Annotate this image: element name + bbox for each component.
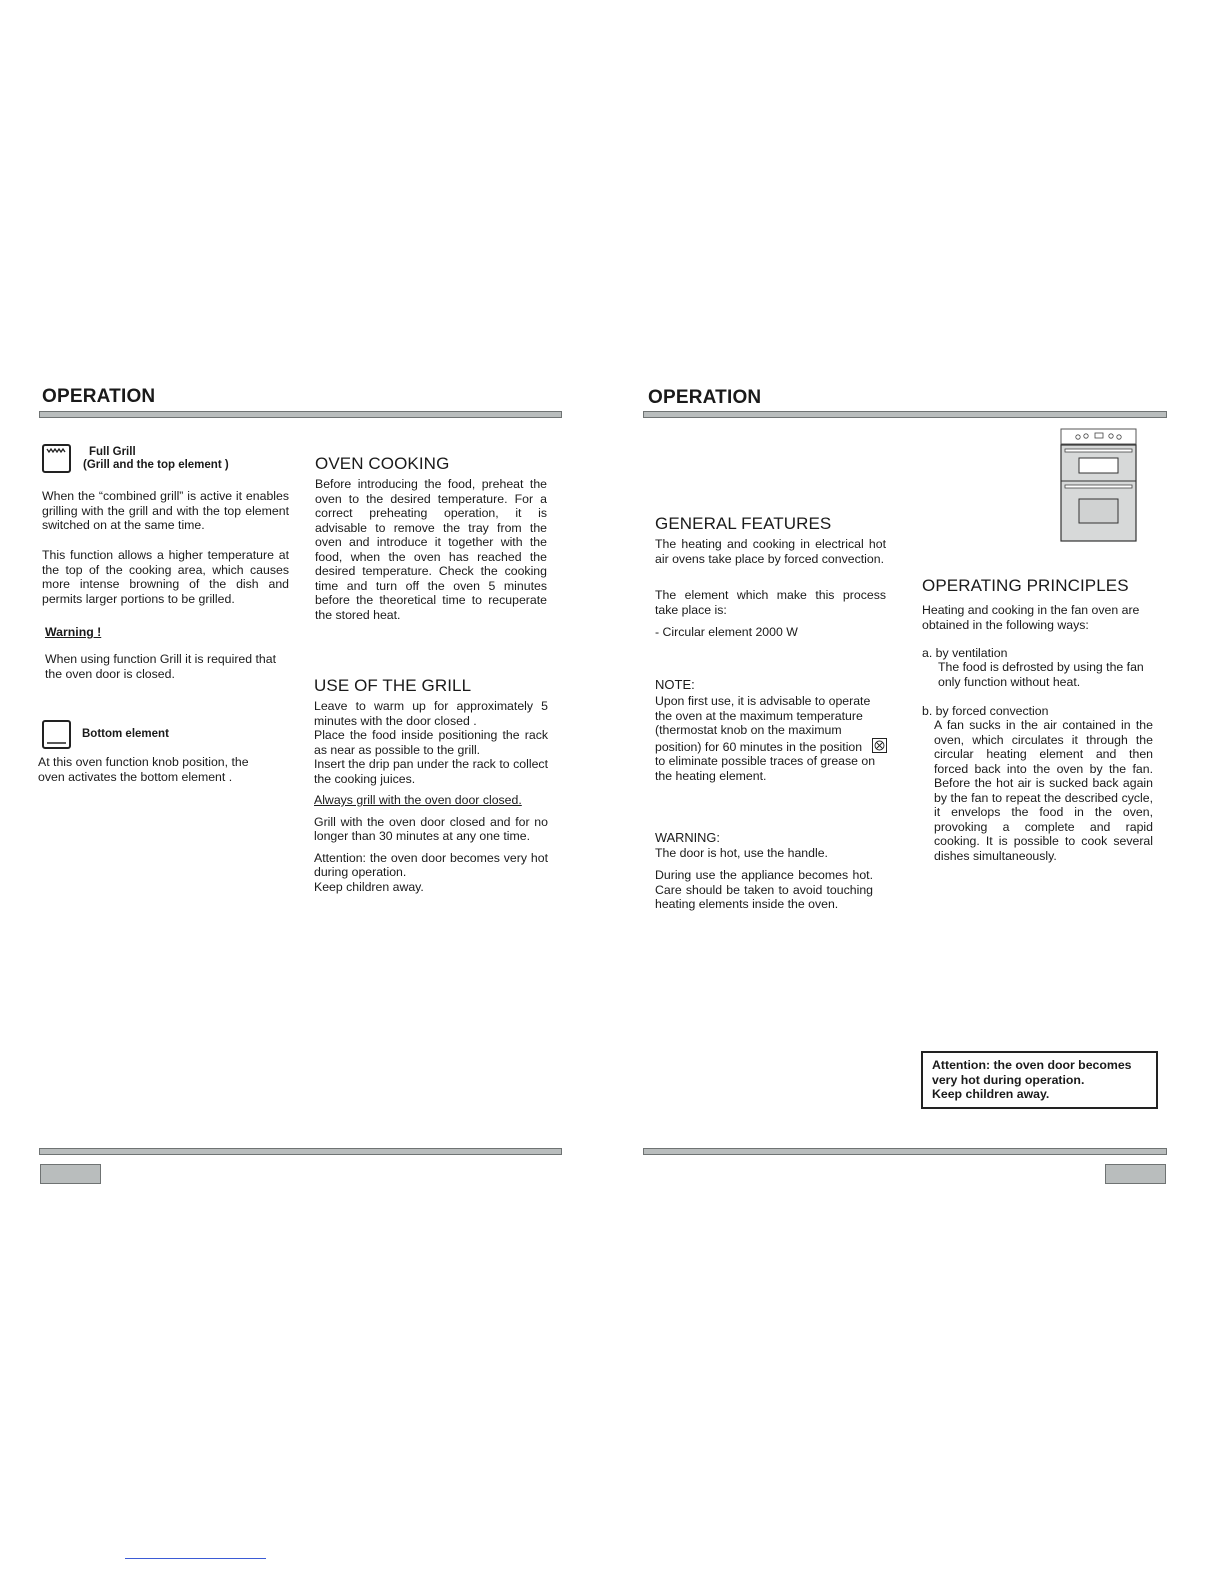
bottom-link-line <box>125 1558 266 1559</box>
grill-step-drip-pan: Insert the drip pan under the rack to collect the cooking juices. <box>314 757 548 786</box>
ventilation-label: a. by ventilation <box>922 646 1008 660</box>
full-grill-subtitle: (Grill and the top element ) <box>83 459 229 471</box>
grill-attention: Attention: the oven door becomes very hot during operation. <box>314 850 548 879</box>
fan-position-icon <box>872 738 887 753</box>
warning-door-hot: The door is hot, use the handle. <box>655 846 828 860</box>
note-text-first: Upon first use, it is advisable to operate the oven at the maximum temperature (thermostat knob on the maximum position) for 60 minutes in the position <box>655 694 871 754</box>
circular-element-spec: - Circular element 2000 W <box>655 625 798 639</box>
bottom-element-icon <box>42 720 71 749</box>
general-features-paragraph-1: The heating and cooking in electrical hot air ovens take place by forced convection. <box>655 537 886 566</box>
double-oven-illustration <box>1060 428 1138 543</box>
right-header-rule <box>643 411 1167 418</box>
general-features-paragraph-2: The element which make this process take place is: <box>655 588 886 617</box>
left-header-rule <box>39 411 562 418</box>
use-of-grill-heading: USE OF THE GRILL <box>314 676 472 695</box>
operating-principles-heading: OPERATING PRINCIPLES <box>922 576 1129 595</box>
warning-appliance-hot: During use the appliance becomes hot. Care should be taken to avoid touching heating elements inside the oven. <box>655 868 873 911</box>
warning-heading: WARNING: <box>655 830 720 845</box>
attention-box-line-1: Attention: the oven door becomes very hot during operation. <box>932 1058 1132 1087</box>
general-features-heading: GENERAL FEATURES <box>655 514 832 533</box>
forced-convection-label: b. by forced convection <box>922 704 1049 718</box>
full-grill-name: Full Grill <box>89 446 136 458</box>
grill-keep-children-away: Keep children away. <box>314 879 424 894</box>
attention-box-line-2: Keep children away. <box>932 1087 1050 1101</box>
grill-top-element-icon <box>42 444 71 473</box>
grill-step-warm-up: Leave to warm up for approximately 5 minutes with the door closed . <box>314 699 548 728</box>
attention-box <box>921 1051 1158 1109</box>
grill-door-closed-note: Always grill with the oven door closed. <box>314 793 522 807</box>
full-grill-paragraph-2: This function allows a higher temperature at the top of the cooking area, which causes more intense browning of the dish and permits larger portions to be grilled. <box>42 548 289 606</box>
right-footer-rule <box>643 1148 1167 1155</box>
note-text-second: to eliminate possible traces of grease on the heating element. <box>655 754 876 783</box>
use-of-grill-text <box>314 699 548 894</box>
warning-label: Warning ! <box>45 625 102 639</box>
grill-step-place-food: Place the food inside positioning the rack as near as possible to the grill. <box>314 728 548 757</box>
oven-cooking-heading: OVEN COOKING <box>315 454 450 473</box>
operating-principles-intro: Heating and cooking in the fan oven are obtained in the following ways: <box>922 603 1140 632</box>
bottom-element-text: At this oven function knob position, the oven activates the bottom element . <box>38 755 249 784</box>
left-page-title: OPERATION <box>42 386 156 407</box>
ventilation-text: The food is defrosted by using the fan only function without heat. <box>938 660 1144 689</box>
right-page-number-tab <box>1105 1164 1166 1184</box>
bottom-element-name: Bottom element <box>82 728 169 740</box>
left-footer-rule <box>39 1148 562 1155</box>
left-page-number-tab <box>40 1164 101 1184</box>
full-grill-paragraph-1: When the “combined grill” is active it enables grilling with the grill and with the top element switched on at the same time. <box>42 489 289 532</box>
oven-cooking-text: Before introducing the food, preheat the oven to the desired temperature. For a correct preheating operation, it is advisable to remove the tray from the oven and introduce it together with the food, when the oven has reached the desired temperature. Check the cooking time and turn off the oven 5 minutes before the theoretical time to recuperate the stored heat. <box>315 477 547 622</box>
note-heading: NOTE: <box>655 677 695 692</box>
warning-text: When using function Grill it is required that the oven door is closed. <box>45 652 277 681</box>
note-text <box>655 694 890 783</box>
forced-convection-text: A fan sucks in the air contained in the oven, which circulates it through the circular heating element and then forced back into the oven by the fan. Before the hot air is sucked back again by the fan to repeat the described cycle, it envelops the food in the oven, provoking a complete and rapid cooking. It is possible to cook several dishes simultaneously. <box>934 718 1153 863</box>
grill-time-limit: Grill with the oven door closed and for no longer than 30 minutes at any one time. <box>314 814 548 843</box>
right-page-title: OPERATION <box>648 387 762 408</box>
